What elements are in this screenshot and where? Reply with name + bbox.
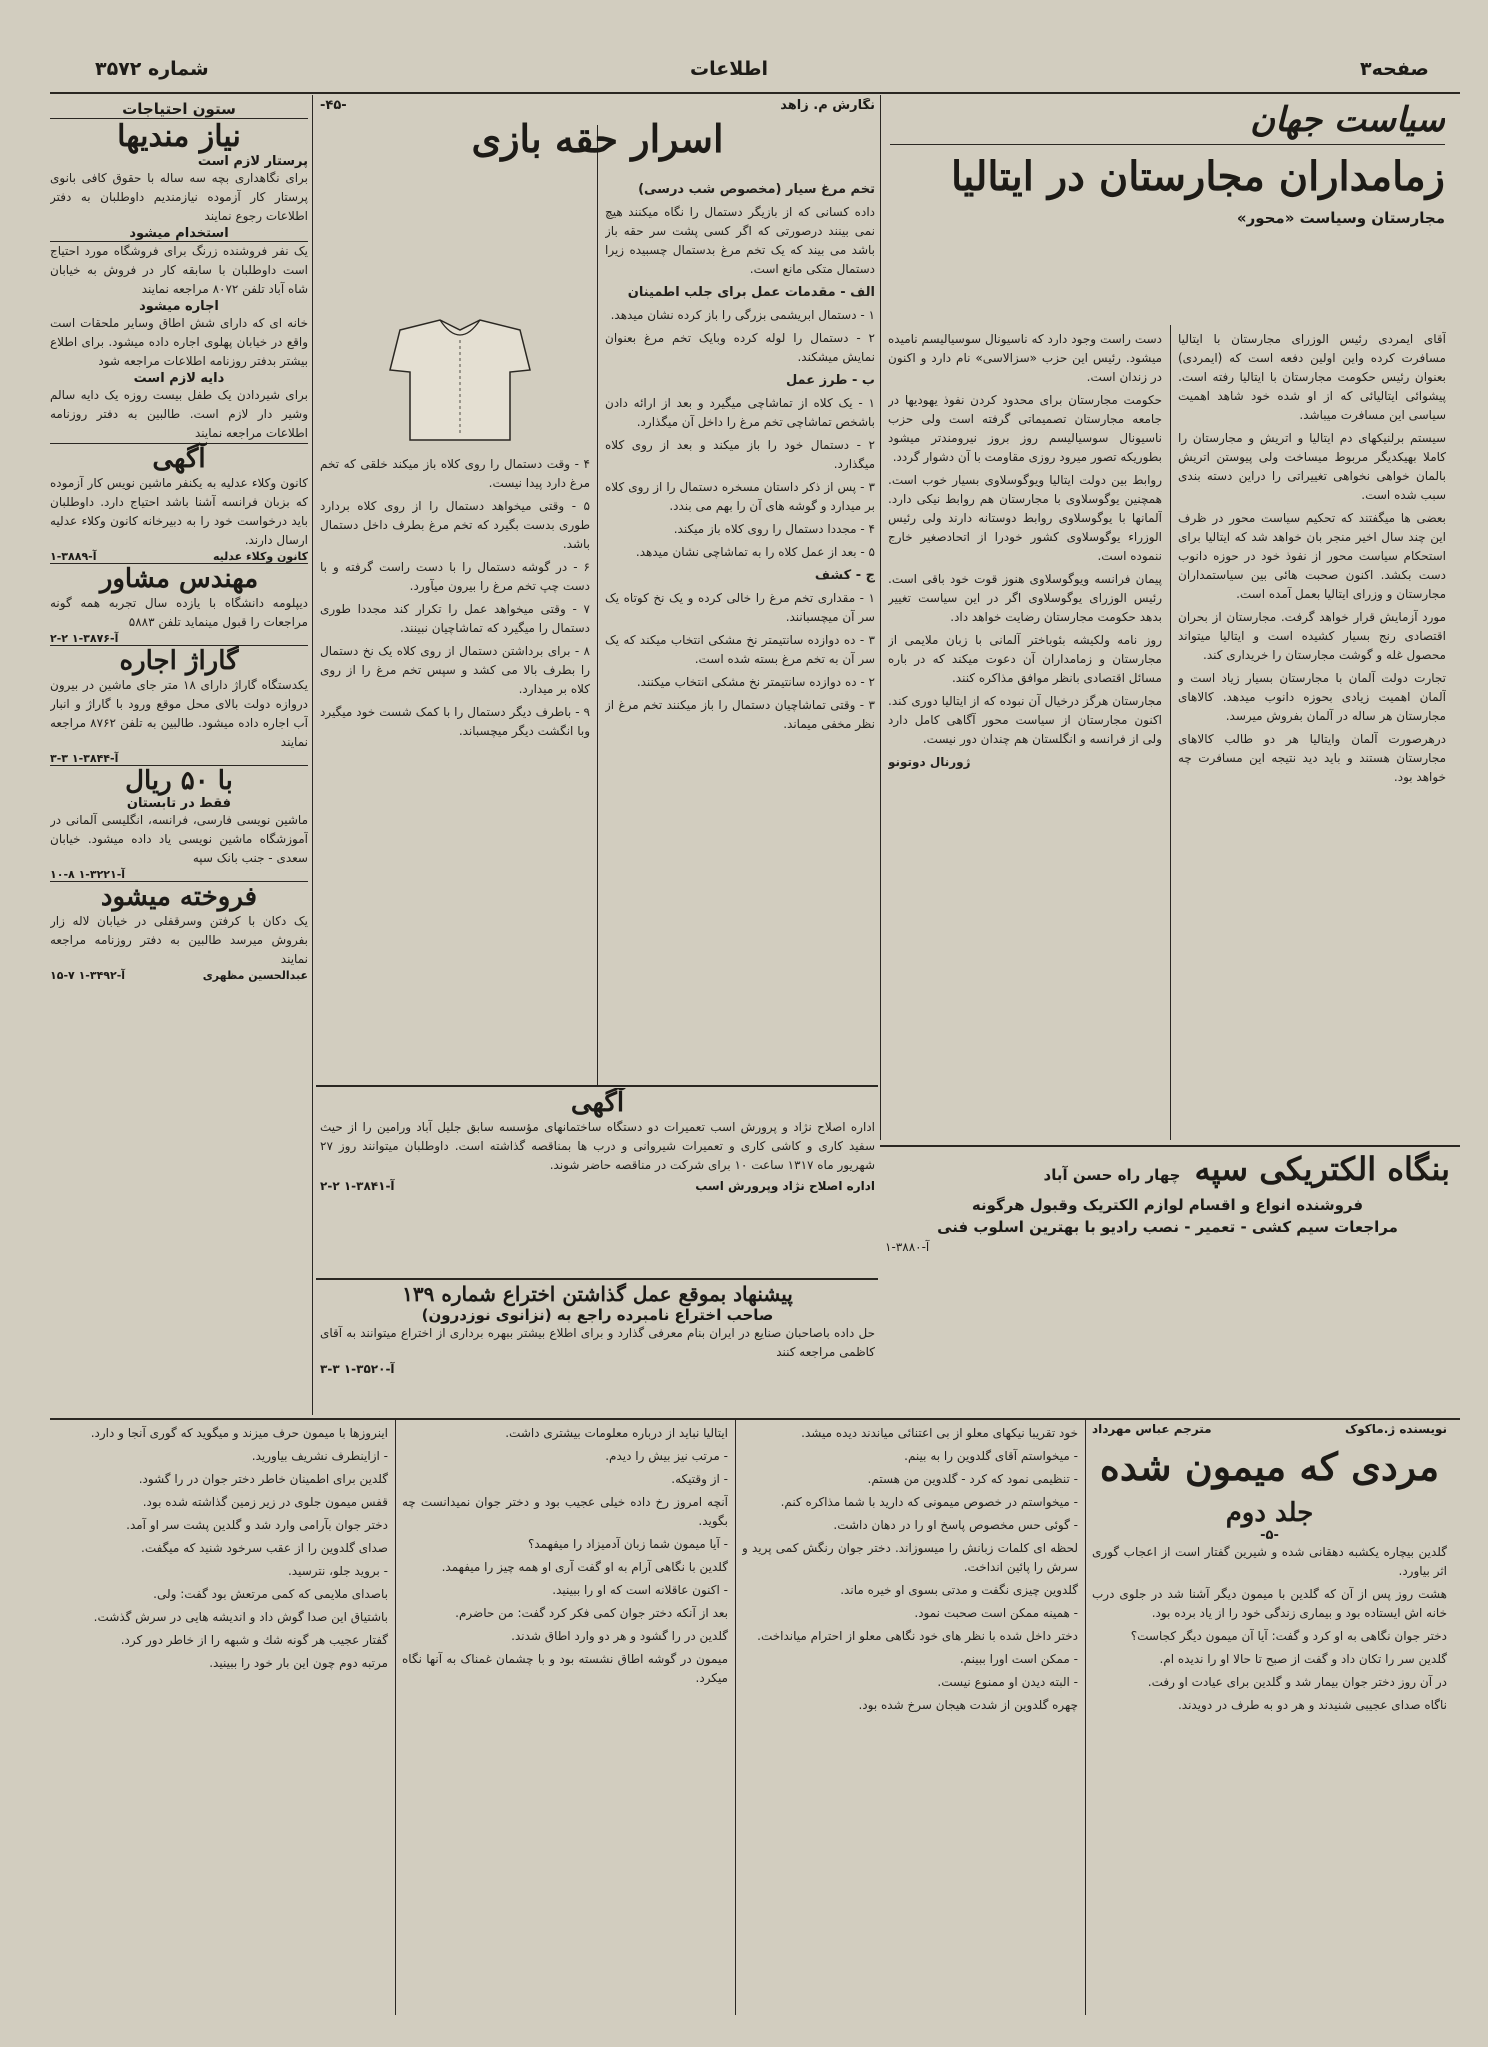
politics-col-right — [1178, 330, 1446, 1130]
paragraph: - البته دیدن او ممنوع نیست. — [937, 1675, 1078, 1689]
paragraph: درهرصورت آلمان وایتالیا هر دو طالب کالاهای مجارستان هستند و باید دید نتیجه این مسافرت چه خواهد بود. — [1178, 732, 1446, 784]
paragraph: باشتیاق این صدا گوش داد و اندیشه هایی در سرش گذشت. — [93, 1610, 388, 1624]
divider — [1085, 1420, 1086, 2015]
paragraph: اینروزها با میمون حرف میزند و میگوید که گوری آنجا و دارد. — [90, 1426, 388, 1440]
rule — [316, 1085, 878, 1087]
hire-heading: استخدام میشود — [129, 226, 229, 241]
paragraph: هشت روز پس از آن که گلدین با میمون دیگر آشنا شد در جلوی درب خانه اش ایستاده بود و بیماری زندگی خود را از یاد برده بود. — [1092, 1587, 1447, 1620]
issue-number: شماره ۳۵۷۲ — [95, 58, 209, 80]
invention-text: حل داده باصاحبان صنایع در ایران بنام معرفی گذارد و برای اطلاع بیشتر ببهره برداری از اختراع میتوانند به آقای کاظمی مراجعه کنند — [320, 1326, 875, 1359]
ad1-title: آگهی — [152, 444, 206, 474]
rent-text: خانه ای که دارای شش اطاق وسایر ملحقات است واقع در خیابان پهلوی اجاره داده میشود. برای اطلاع بیشتر بدفتر روزنامه اطلاعات مراجعه شود — [50, 316, 308, 368]
politics-header — [890, 100, 1445, 325]
paragraph: - میخواستم در خصوص میمونی که دارید با شما مذاکره کنم. — [780, 1495, 1078, 1509]
subtitle: تخم مرغ سیار (مخصوص شب درسی) — [638, 182, 875, 197]
rule — [316, 1278, 878, 1280]
paragraph: بعد از آنکه دختر جوان کمی فکر کرد گفت: من حاضرم. — [455, 1606, 728, 1620]
shirt-illustration — [370, 310, 550, 450]
invention-ref: آ-۳۵۲۰-۱ ۳-۳ — [320, 1362, 395, 1376]
rule — [50, 1418, 1460, 1420]
serial-col-4 — [52, 1424, 388, 2012]
paragraph: - ممکن است اورا ببینم. — [959, 1652, 1078, 1666]
divider — [1170, 325, 1171, 1140]
page-number: صفحه۳ — [1360, 58, 1429, 80]
ad1-ref: آ-۳۸۸۹-۱ — [50, 550, 97, 563]
magic-col-right — [605, 180, 875, 1080]
paragraph: دختر جوان نگاهی به او کرد و گفت: آیا آن میمون دیگر کجاست؟ — [1130, 1629, 1447, 1643]
serial-author: نویسنده ژ.ماکوک — [1344, 1422, 1447, 1436]
step: ۴ - وقت دستمال را روی کلاه باز میکند خلقی که تخم مرغ دارد پیدا نیست. — [320, 457, 590, 490]
engineer-title: مهندس مشاور — [99, 564, 259, 594]
garage-title: گاراژ اجاره — [119, 646, 239, 676]
price-text: ماشین نویسی فارسی، فرانسه، انگلیسی آلمانی در آموزشگاه ماشین نویسی یاد داده میشود. خیابان سعدی - جنب بانک سپه — [50, 813, 308, 865]
paragraph: - اکنون عاقلانه است که او را ببینید. — [552, 1583, 728, 1597]
divider — [597, 125, 598, 1085]
step: ۱ - مقداری تخم مرغ را خالی کرده و یک نخ کوتاه یک سر آن میچسبانند. — [605, 591, 875, 624]
subhead: مجارستان وسیاست «محور» — [1236, 209, 1445, 227]
politics-col-left — [888, 330, 1162, 1130]
headline: زمامداران مجارستان در ایتالیا — [950, 153, 1445, 200]
heading-a: الف - مقدمات عمل برای جلب اطمینان — [627, 285, 875, 300]
ad-ref: آ-۳۸۴۱-۱ ۲-۲ — [320, 1179, 395, 1193]
paragraph: صدای گلدوین را از عقب سرخود شنید که میگفت. — [141, 1541, 388, 1555]
paragraph: در آن روز دختر جوان بیمار شد و گلدین برای عیادت او رفت. — [1147, 1675, 1447, 1689]
intro: داده کسانی که از بازیگر دستمال را نگاه میکنند هیچ نمی بینند درصورتی که اگر کسی پشت سر حقه باز باشد می بیند که یک تخم مرغ بدستمال چسبیده زیرا دستمال متکی مانع است. — [605, 205, 875, 276]
serial-col-1 — [1092, 1422, 1447, 2012]
divider — [735, 1420, 736, 2015]
garage-text: یکدستگاه گاراژ دارای ۱۸ متر جای ماشین در بیرون دروازه دولت بالای محل موقع ورود با گاراژ و انبار آب اجاره داده میشود. طالبین به تلفن ۸۷۶۲ مراجعه نمایند — [50, 678, 308, 749]
paragraph: گلدوین چیزی نگفت و مدتی بسوی او خیره ماند. — [840, 1583, 1078, 1597]
paragraph: قفس میمون جلوی در زیر زمین گذاشته شده بود. — [142, 1495, 388, 1509]
paragraph: چهره گلدوین از شدت هیجان سرخ شده بود. — [858, 1698, 1078, 1712]
step: ۳ - ده دوازده سانتیمتر نخ مشکی انتخاب میکند که یک سر آن به تخم مرغ بسته شده است. — [605, 633, 875, 666]
paragraph: - تنظیمی نمود که کرد - گلدوین من هستم. — [867, 1472, 1078, 1486]
paragraph: سیستم برلنیکهای دم ایتالیا و اتریش و مجارستان را کاملا بهیکدیگر مربوط میساخت ولی پیوستن اتریش بالمان خواهی نخواهی تغییراتی را دراین دسته بندی سبب شده است. — [1178, 431, 1446, 502]
paper-name: اطلاعات — [690, 58, 769, 80]
classifieds-col — [50, 100, 308, 1415]
page-tag: -۴۵- — [320, 98, 347, 113]
step: ۸ - برای برداشتن دستمال از روی کلاه یک نخ دستمال را بطرف بالا می کشد و سپس تخم مرغ را از روی کلاه بر میدارد. — [320, 644, 590, 696]
ad-title: آگهی — [570, 1088, 625, 1118]
engineer-ref: آ-۳۸۷۶-۱ ۲-۲ — [50, 632, 119, 645]
sale-ref: آ-۳۴۹۲-۱ ۷-۱۵ — [50, 969, 126, 982]
divider — [395, 1420, 396, 2015]
sale-sign: عبدالحسین مظهری — [202, 969, 308, 982]
paragraph: - ازاینطرف نشریف بیاورید. — [251, 1449, 388, 1463]
step: ۵ - وقتی میخواهد دستمال را از روی کلاه بردارد طوری بدست بگیرد که تخم مرغ بطرف داخل دستمال باشد. — [320, 499, 590, 551]
maid-heading: دایه لازم است — [133, 371, 225, 386]
article-title: اسرار حقه بازی — [471, 116, 724, 161]
header-rule — [50, 92, 1460, 94]
magic-col-left — [320, 455, 590, 1075]
paragraph: گلدین بیچاره یکشبه دهقانی شده و شیرین گفتار است از اعجاب گوری اثر بیاورد. — [1092, 1545, 1447, 1578]
paragraph: گلدین با نگاهی آرام به او گفت آری او همه چیز را میفهمد. — [441, 1560, 728, 1574]
shop-ref: آ-۳۸۸۰-۱ — [885, 1240, 930, 1254]
serial-col-3 — [402, 1424, 728, 2012]
price-sub: فقط در تابستان — [126, 796, 232, 811]
serial-page-tag: -۵- — [1260, 1528, 1279, 1543]
heading-c: ج - کشف — [814, 568, 875, 583]
step: ۱ - یک کلاه از تماشاچی میگیرد و بعد از ارائه دادن باشخص تماشاچی تخم مرغ را داخل آن میگذارد. — [605, 396, 875, 429]
paragraph: دختر داخل شده با نظر های خود نگاهی معلو از احترام میانداخت. — [757, 1629, 1078, 1643]
step: ۲ - ده دوازده سانتیمتر نخ مشکی انتخاب میکنند. — [636, 675, 875, 689]
engineer-text: دیپلومه دانشگاه با یازده سال تجربه همه گونه مراجعات را قبول مینماید تلفن ۵۸۸۳ — [50, 596, 308, 629]
step: ۶ - در گوشه دستمال را با دست راست گرفته و با دست چپ تخم مرغ را بیرون میآورد. — [320, 560, 590, 593]
step: ۹ - باطرف دیگر دستمال را با کمک شست خود میگیرد وبا انگشت دیگر میچسباند. — [320, 705, 590, 738]
paragraph: - مرتب نیز بیش را دیدم. — [605, 1449, 728, 1463]
nurse-heading: پرستار لازم است — [197, 154, 308, 169]
paragraph: حکومت مجارستان برای محدود کردن نفوذ یهودیها در جامعه مجارستان تصمیماتی گرفته است ولی حزب ناسیونال سوسیالیسم روز بروز نیرومندتر میشود بطوریکه تصور میرود روزی مقاومت با آن دشوار گردد. — [888, 393, 1162, 464]
paragraph: لحظه ای کلمات زبانش را میسوزاند. دختر جوان رنگش کمی پرید و سرش را پائین انداخت. — [742, 1541, 1078, 1574]
paragraph: - آیا میمون شما زبان آدمیزاد را میفهمد؟ — [527, 1537, 728, 1551]
paragraph: - همینه ممکن است صحبت نمود. — [914, 1606, 1078, 1620]
step: ۲ - دستمال خود را باز میکند و بعد از روی کلاه میگذارد. — [605, 438, 875, 471]
paragraph: گلدین در را گشود و هر دو وارد اطاق شدند. — [511, 1629, 728, 1643]
price-ref: آ-۳۲۲۱-۱ ۸-۱۰ — [50, 868, 126, 881]
paragraph: گلدین برای اطمینان خاطر دختر جوان در را گشود. — [138, 1472, 388, 1486]
auction-ad — [320, 1088, 875, 1273]
paragraph: ناگاه صدای عجیبی شنیدند و هر دو به طرف در دویدند. — [1177, 1698, 1447, 1712]
step: ۴ - مجددا دستمال را روی کلاه باز میکند. — [673, 522, 875, 536]
paragraph: - از وقتیکه. — [671, 1472, 728, 1486]
step: ۵ - بعد از عمل کلاه را به تماشاچی نشان میدهد. — [635, 545, 875, 559]
garage-ref: آ-۳۸۴۴-۱ ۳-۳ — [50, 752, 119, 765]
paragraph: آنچه امروز رخ داده خیلی عجیب بود و دختر جوان نمیدانست چه بگوید. — [402, 1495, 728, 1528]
paragraph: - میخواستم آقای گلدوین را به بینم. — [904, 1449, 1078, 1463]
paragraph: روابط بین دولت ایتالیا ویوگوسلاوی بسیار خوب است. همچنین یوگوسلاوی با مجارستان هم روابط نیکی دارد. آلمانها با یوگوسلاوی روابط دوستانه دارند ولی رئیس الوزراء یوگوسلاوی کشور خودرا از اتحادصغیر خارج ننموده است. — [888, 473, 1162, 563]
divider — [880, 95, 881, 1140]
divider — [312, 95, 313, 1415]
section-title: سیاست جهان — [1250, 100, 1445, 140]
paragraph: آقای ایمردی رئیس الوزرای مجارستان با ایتالیا مسافرت کرده واین اولین دفعه است که (ایمردی) بعنوان رئیس حکومت مجارستان با ایتالیا رفته است. پیشوائی ایتالیائی که از او شده خود شاهد اهمیت سیاسی این مسافرت میباشد. — [1178, 332, 1446, 422]
sale-title: فروخته میشود — [100, 882, 258, 912]
serial-volume: جلد دوم — [1225, 1498, 1314, 1528]
invention-title: پیشنهاد بموقع عمل گذاشتن اختراع شماره ۱۳۹ — [402, 1282, 793, 1306]
byline: نگارش م. زاهد — [780, 98, 875, 113]
paragraph: مجارستان هرگز درخیال آن نبوده که از ایتالیا دوری کند. اکنون مجارستان از سیاست محور آگاهی کامل دارد ولی از فرانسه و انگلستان هم چندان دور نیست. — [888, 694, 1162, 746]
shop-address: چهار راه حسن آباد — [1043, 1166, 1181, 1184]
serial-col-2 — [742, 1424, 1078, 2012]
rent-heading: اجاره میشود — [139, 299, 219, 314]
paragraph: میمون در گوشه اطاق نشسته بود و با چشمان غمناک به آنها نگاه میکرد. — [402, 1652, 728, 1685]
shop-name: بنگاه الکتریکی سپه — [1194, 1150, 1450, 1188]
electric-ad — [885, 1150, 1450, 1410]
magic-header — [320, 98, 875, 178]
paragraph: دختر جوان بآرامی وارد شد و گلدین پشت سر او آمد. — [126, 1518, 388, 1532]
step: ۲ - دستمال را لوله کرده وبایک تخم مرغ بعنوان نمایش میشکند. — [605, 331, 875, 364]
paragraph: تجارت دولت آلمان با مجارستان بسیار زیاد است و آلمان اهمیت زیادی بحوزه دانوب میدهد. کالاهای مجارستان هر ساله در آلمان بفروش میرسد. — [1178, 671, 1446, 723]
maid-text: برای شیردادن یک طفل بیست روزه یک دایه سالم وشیر دار لازم است. طالبین به دفتر روزنامه اطلاعات مراجعه نمایند — [50, 388, 308, 440]
step: ۳ - پس از ذکر داستان مسخره دستمال را از روی کلاه بر میدارد و گوشه های آن را بهم می بندد. — [605, 480, 875, 513]
paragraph: خود تقریبا نیکهای معلو از بی اعتنائی میاندند دیده میشد. — [801, 1426, 1078, 1440]
serial-title: مردی که میمون شده — [1099, 1444, 1440, 1489]
price-title: با ۵۰ ریال — [125, 766, 233, 796]
shop-line1: فروشنده انواع و اقسام لوازم الکتریک وقبول هرگونه — [971, 1196, 1364, 1214]
paragraph: - گوئی حس مخصوص پاسخ او را در دهان داشت. — [833, 1518, 1078, 1532]
source: ژورنال دوتونو — [888, 755, 971, 769]
sale-text: یک دکان با کرفتن وسرقفلی در خیابان لاله زار بفروش میرسد طالبین به دفتر روزنامه مراجعه نمایند — [50, 914, 308, 966]
paragraph: دست راست وجود دارد که ناسیونال سوسیالیسم نامیده میشود. رئیس این حزب «سزالاسی» نام دارد و اکنون در زندان است. — [888, 332, 1162, 384]
heading-b: ب - طرز عمل — [785, 373, 875, 388]
invention-ad — [320, 1282, 875, 1412]
step: ۱ - دستمال ابریشمی بزرگی را باز کرده نشان میدهد. — [610, 308, 875, 322]
invention-subtitle: صاحب اختراع نامبرده راجع به (نزانوی نوزدرون) — [421, 1306, 774, 1324]
paragraph: گفتار عجیب هر گونه شك و شبهه را از خاطر دور کرد. — [120, 1633, 388, 1647]
step: ۳ - وقتی تماشاچیان دستمال را باز میکنند تخم مرغ از نظر مخفی میماند. — [605, 698, 875, 731]
paragraph: باصدای ملایمی که کمی مرتعش بود گفت: ولی. — [153, 1587, 388, 1601]
paragraph: گلدین سر را تکان داد و گفت از صبح تا حالا او را ندیده ام. — [1159, 1652, 1447, 1666]
ad1-text: کانون وکلاء عدلیه به یکنفر ماشین نویس کار آزموده که بزبان فرانسه آشنا باشد احتیاج دارد. داوطلبان باید درخواست خود را به دبیرخانه کانون وکلاء عدلیه ارسال دارند. — [50, 476, 308, 547]
paragraph: ایتالیا نباید از درباره معلومات بیشتری داشت. — [505, 1426, 728, 1440]
need-title: نیاز مندیها — [117, 119, 241, 154]
ad-sign: اداره اصلاح نژاد وپرورش اسب — [695, 1179, 875, 1193]
ad-text: اداره اصلاح نژاد و پرورش اسب تعمیرات دو دستگاه ساختمانهای مؤسسه سابق جلیل آباد ورامین را از حیث سفید کاری و کاشی کاری و تعمیرات شیروانی و درب ها بمناقصه گذاشته است. داوطلبان میتوانند روز ۲۷ شهریور ماه ۱۳۱۷ ساعت ۱۰ برای شرکت در مناقصه حاضر شوند. — [320, 1120, 875, 1172]
paragraph: روز نامه ولکیشه بئوباختر آلمانی با زبان ملایمی از مجارستان و زمامداران آن دعوت میکند که در باره مسائل اقتصادی بانظر موافق مذاکره کنند. — [888, 633, 1162, 685]
paragraph: بعضی ها میگفتند که تحکیم سیاست محور در ظرف این چند سال اخیر منجر بان خواهد شد که ایتالیا برای استحکام سیاست محور از نفوذ خود در حوزه دانوب دست بکشد. اکنون صحبت هائی بین سیاستمداران مجارستان و وزرای ایتالیا بعمل آمده است. — [1178, 511, 1446, 601]
handkerchief-drawing — [370, 310, 550, 450]
serial-translator: مترجم عباس مهرداد — [1092, 1422, 1212, 1436]
ad1-sign: کانون وکلاء عدلیه — [213, 550, 308, 563]
classifieds-section: ستون احتیاجات — [122, 100, 236, 118]
paragraph: پیمان فرانسه ویوگوسلاوی هنوز قوت خود باقی است. رئیس الوزرای یوگوسلاوی اگر در این سیاست تغییر بدهد حکومت مجارستان رضایت خواهد داد. — [888, 572, 1162, 624]
step: ۷ - وقتی میخواهد عمل را تکرار کند مجددا طوری دستمال را میگیرد که تماشاچیان نبینند. — [320, 602, 590, 635]
paragraph: - بروید جلو، نترسید. — [287, 1564, 388, 1578]
paragraph: مورد آزمایش قرار خواهد گرفت. مجارستان از بحران اقتصادی رنج بسیار کشیده است و ایتالیا میتواند محصول غله و گوشت مجارستان را خریداری کند. — [1178, 610, 1446, 662]
shop-line2: مراجعات سیم کشی - تعمیر - نصب رادیو با بهترین اسلوب فنی — [937, 1218, 1398, 1236]
paragraph: مرتبه دوم چون این بار خود را ببینید. — [209, 1656, 388, 1670]
hire-text: یک نفر فروشنده زرنگ برای فروشگاه مورد احتیاج است داوطلبان با سابقه کار در فروش به خیابان شاه آباد تلفن ۸۰۷۲ مراجعه نمایند — [50, 244, 308, 296]
nurse-text: برای نگاهداری بچه سه ساله با حقوق کافی بانوی پرستار کار آزموده نیازمندیم داوطلبان به دفتر اطلاعات رجوع نمایند — [50, 171, 308, 223]
rule — [880, 1145, 1460, 1147]
